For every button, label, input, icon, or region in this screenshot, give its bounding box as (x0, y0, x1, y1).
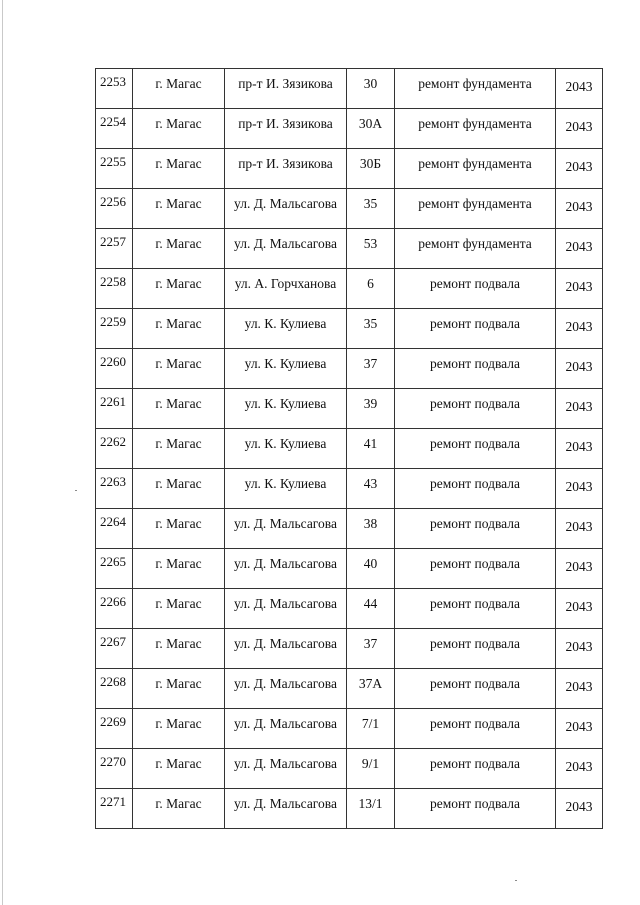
cell-city: г. Магас (133, 149, 225, 189)
cell-city: г. Магас (133, 549, 225, 589)
scan-page-edge (2, 0, 3, 905)
cell-city: г. Магас (133, 789, 225, 829)
repair-register-table (95, 68, 603, 829)
table-row (96, 789, 603, 829)
cell-year: 2043 (556, 789, 603, 829)
table-row (96, 149, 603, 189)
cell-year: 2043 (556, 749, 603, 789)
cell-street: ул. Д. Мальсагова (225, 189, 347, 229)
cell-year: 2043 (556, 629, 603, 669)
cell-city: г. Магас (133, 389, 225, 429)
cell-house: 40 (347, 549, 395, 589)
table-row (96, 589, 603, 629)
table-row (96, 349, 603, 389)
cell-street: пр-т И. Зязикова (225, 149, 347, 189)
cell-work-type: ремонт подвала (395, 389, 556, 429)
cell-city: г. Магас (133, 429, 225, 469)
cell-city: г. Магас (133, 309, 225, 349)
cell-house: 35 (347, 309, 395, 349)
cell-street: ул. К. Кулиева (225, 429, 347, 469)
cell-work-type: ремонт подвала (395, 589, 556, 629)
cell-year: 2043 (556, 269, 603, 309)
cell-house: 30А (347, 109, 395, 149)
cell-number: 2254 (96, 109, 133, 149)
cell-street: ул. К. Кулиева (225, 389, 347, 429)
cell-house: 35 (347, 189, 395, 229)
cell-year: 2043 (556, 149, 603, 189)
cell-work-type: ремонт фундамента (395, 189, 556, 229)
cell-house: 30 (347, 69, 395, 109)
cell-street: ул. К. Кулиева (225, 349, 347, 389)
cell-year: 2043 (556, 549, 603, 589)
cell-house: 53 (347, 229, 395, 269)
cell-work-type: ремонт подвала (395, 629, 556, 669)
cell-year: 2043 (556, 709, 603, 749)
table-row (96, 229, 603, 269)
cell-year: 2043 (556, 349, 603, 389)
cell-year: 2043 (556, 309, 603, 349)
cell-number: 2270 (96, 749, 133, 789)
cell-number: 2257 (96, 229, 133, 269)
cell-city: г. Магас (133, 709, 225, 749)
cell-house: 38 (347, 509, 395, 549)
cell-street: ул. Д. Мальсагова (225, 509, 347, 549)
cell-number: 2263 (96, 469, 133, 509)
cell-street: ул. Д. Мальсагова (225, 629, 347, 669)
cell-work-type: ремонт фундамента (395, 149, 556, 189)
table-row (96, 109, 603, 149)
table-row (96, 669, 603, 709)
cell-work-type: ремонт подвала (395, 789, 556, 829)
cell-street: ул. К. Кулиева (225, 469, 347, 509)
cell-city: г. Магас (133, 69, 225, 109)
cell-year: 2043 (556, 69, 603, 109)
cell-work-type: ремонт фундамента (395, 229, 556, 269)
table-row (96, 69, 603, 109)
cell-street: пр-т И. Зязикова (225, 69, 347, 109)
cell-work-type: ремонт подвала (395, 549, 556, 589)
cell-city: г. Магас (133, 469, 225, 509)
cell-street: ул. А. Горчханова (225, 269, 347, 309)
cell-house: 39 (347, 389, 395, 429)
cell-city: г. Магас (133, 349, 225, 389)
cell-year: 2043 (556, 469, 603, 509)
cell-number: 2265 (96, 549, 133, 589)
cell-number: 2271 (96, 789, 133, 829)
table-row (96, 509, 603, 549)
cell-city: г. Магас (133, 589, 225, 629)
cell-work-type: ремонт подвала (395, 669, 556, 709)
cell-work-type: ремонт подвала (395, 749, 556, 789)
cell-number: 2264 (96, 509, 133, 549)
cell-number: 2255 (96, 149, 133, 189)
cell-work-type: ремонт подвала (395, 469, 556, 509)
cell-work-type: ремонт подвала (395, 509, 556, 549)
cell-number: 2261 (96, 389, 133, 429)
cell-house: 43 (347, 469, 395, 509)
cell-street: ул. Д. Мальсагова (225, 789, 347, 829)
cell-work-type: ремонт фундамента (395, 109, 556, 149)
cell-street: ул. Д. Мальсагова (225, 749, 347, 789)
table-row (96, 429, 603, 469)
cell-year: 2043 (556, 429, 603, 469)
scan-speck (515, 880, 517, 881)
cell-year: 2043 (556, 669, 603, 709)
cell-house: 30Б (347, 149, 395, 189)
cell-work-type: ремонт подвала (395, 709, 556, 749)
cell-house: 41 (347, 429, 395, 469)
cell-city: г. Магас (133, 189, 225, 229)
table-row (96, 269, 603, 309)
cell-number: 2266 (96, 589, 133, 629)
cell-house: 13/1 (347, 789, 395, 829)
cell-house: 9/1 (347, 749, 395, 789)
cell-house: 37 (347, 629, 395, 669)
cell-house: 7/1 (347, 709, 395, 749)
table-row (96, 629, 603, 669)
cell-street: ул. Д. Мальсагова (225, 669, 347, 709)
cell-year: 2043 (556, 229, 603, 269)
table-row (96, 469, 603, 509)
cell-number: 2256 (96, 189, 133, 229)
cell-street: ул. Д. Мальсагова (225, 229, 347, 269)
cell-city: г. Магас (133, 629, 225, 669)
cell-year: 2043 (556, 109, 603, 149)
cell-year: 2043 (556, 389, 603, 429)
cell-house: 6 (347, 269, 395, 309)
cell-street: ул. Д. Мальсагова (225, 549, 347, 589)
cell-number: 2253 (96, 69, 133, 109)
table-row (96, 189, 603, 229)
table-row (96, 389, 603, 429)
cell-number: 2262 (96, 429, 133, 469)
table-row (96, 309, 603, 349)
cell-year: 2043 (556, 589, 603, 629)
table-row (96, 749, 603, 789)
table-row (96, 709, 603, 749)
cell-city: г. Магас (133, 749, 225, 789)
cell-work-type: ремонт фундамента (395, 69, 556, 109)
cell-number: 2260 (96, 349, 133, 389)
cell-street: ул. Д. Мальсагова (225, 709, 347, 749)
cell-street: ул. Д. Мальсагова (225, 589, 347, 629)
cell-city: г. Магас (133, 509, 225, 549)
scan-speck (75, 490, 77, 491)
cell-number: 2269 (96, 709, 133, 749)
cell-number: 2267 (96, 629, 133, 669)
cell-city: г. Магас (133, 109, 225, 149)
cell-city: г. Магас (133, 669, 225, 709)
cell-house: 44 (347, 589, 395, 629)
cell-street: ул. К. Кулиева (225, 309, 347, 349)
cell-house: 37А (347, 669, 395, 709)
cell-city: г. Магас (133, 229, 225, 269)
cell-work-type: ремонт подвала (395, 429, 556, 469)
cell-year: 2043 (556, 189, 603, 229)
cell-work-type: ремонт подвала (395, 269, 556, 309)
cell-street: пр-т И. Зязикова (225, 109, 347, 149)
cell-work-type: ремонт подвала (395, 309, 556, 349)
table-row (96, 549, 603, 589)
cell-number: 2268 (96, 669, 133, 709)
cell-city: г. Магас (133, 269, 225, 309)
cell-house: 37 (347, 349, 395, 389)
cell-work-type: ремонт подвала (395, 349, 556, 389)
table-body (96, 69, 603, 829)
cell-year: 2043 (556, 509, 603, 549)
cell-number: 2259 (96, 309, 133, 349)
cell-number: 2258 (96, 269, 133, 309)
